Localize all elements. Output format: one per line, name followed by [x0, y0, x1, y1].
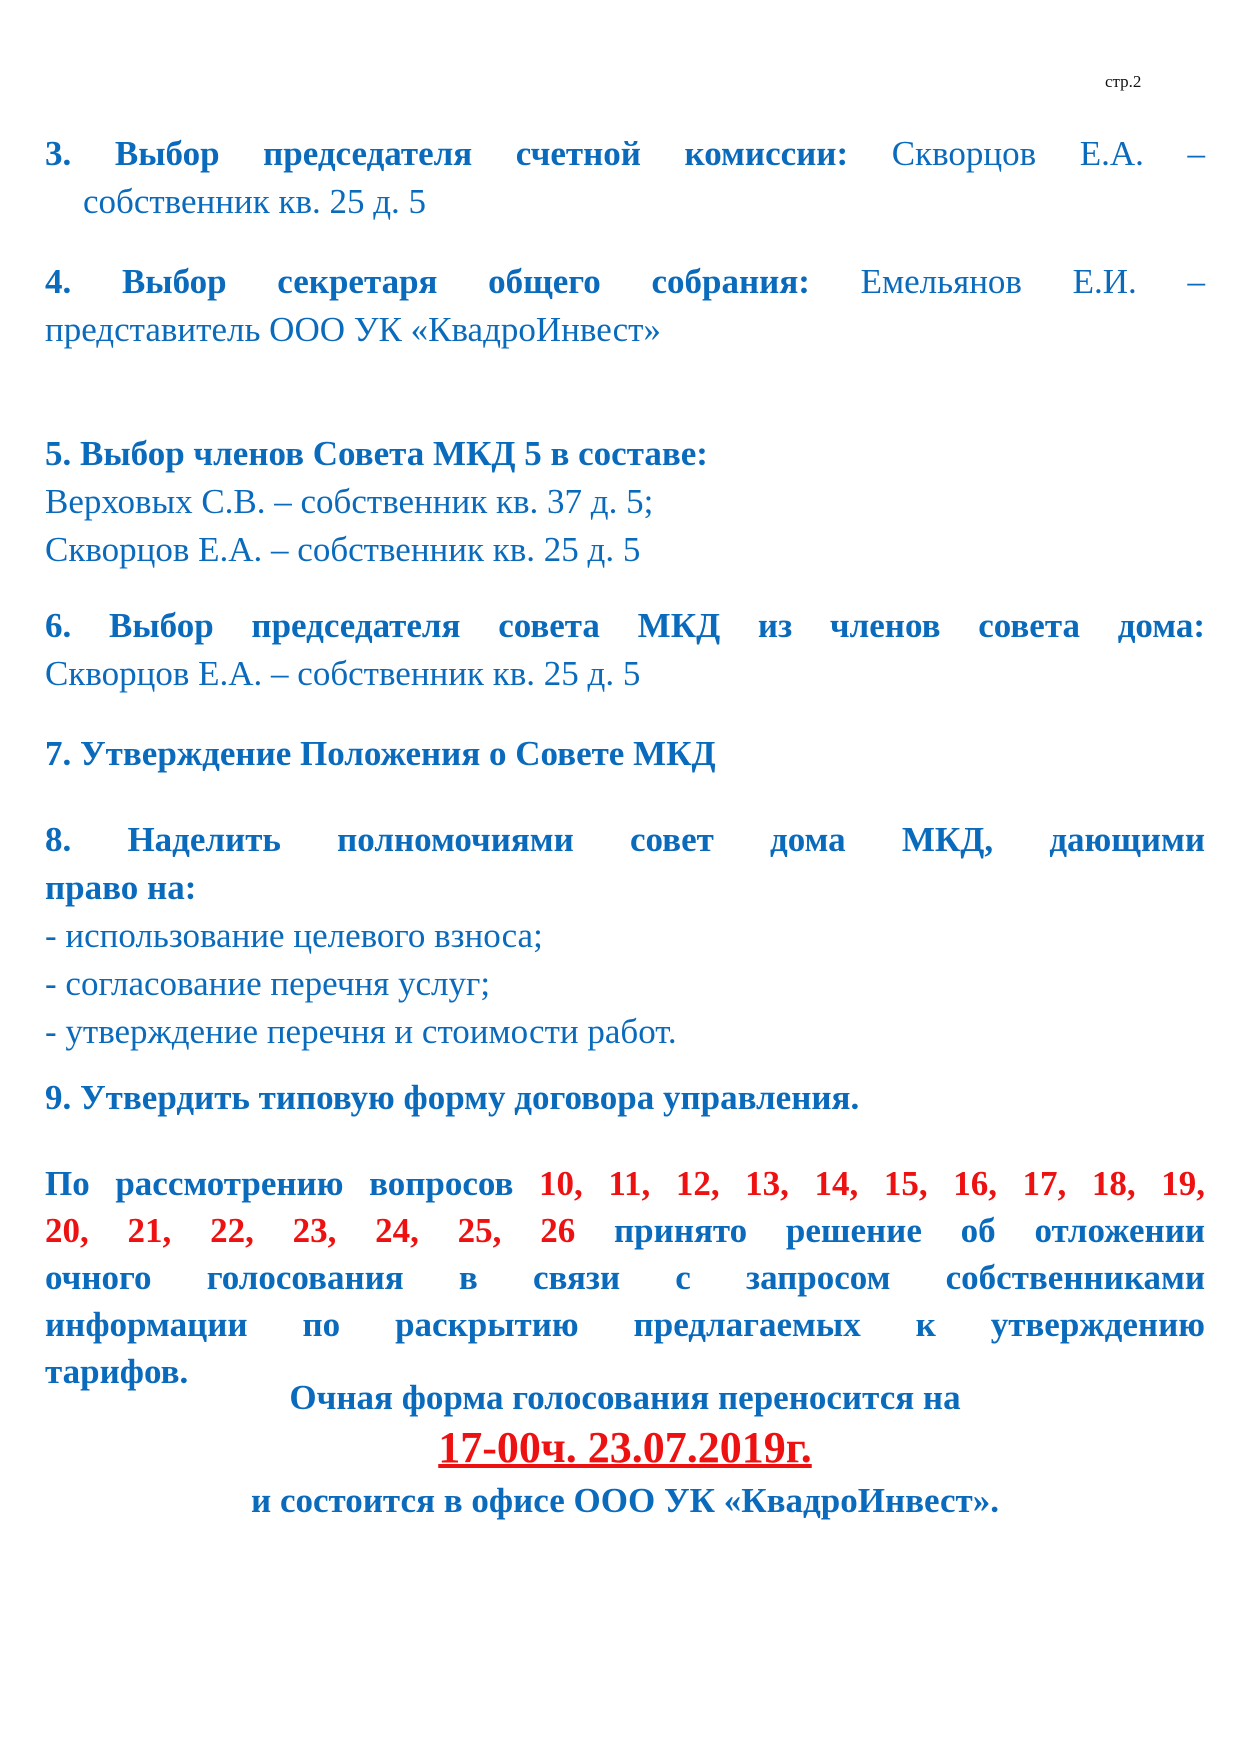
decision-text-2: принято решение об отложении	[614, 1211, 1206, 1250]
decision-line-4: информации по раскрытию предлагаемых к утверждению	[45, 1305, 1205, 1344]
notice-line-3: и состоится в офисе ООО УК «КвадроИнвест».	[251, 1481, 999, 1520]
page-number: стр.2	[1105, 72, 1142, 91]
item-4-title: 4. Выбор секретаря общего собрания:	[45, 262, 810, 301]
item-4	[45, 258, 1205, 354]
item-3-title: 3. Выбор председателя счетной комиссии:	[45, 134, 849, 173]
decision-numbers-1: 10, 11, 12, 13, 14, 15, 16, 17, 18, 19,	[539, 1164, 1206, 1203]
decision	[45, 1160, 1205, 1395]
item-3-line2: собственник кв. 25 д. 5	[83, 182, 427, 221]
item-9-title: 9. Утвердить типовую форму договора управления.	[45, 1078, 860, 1117]
item-6	[45, 602, 1205, 698]
item-3	[45, 130, 1205, 226]
item-9	[45, 1074, 1205, 1122]
item-8-title: 8. Наделить полномочиями совет дома МКД, дающими	[45, 820, 1205, 859]
item-6-title: 6. Выбор председателя совета МКД из членов совета дома:	[45, 606, 1205, 645]
decision-line-5: тарифов.	[45, 1352, 189, 1391]
item-8-bullet: - согласование перечня услуг;	[45, 964, 491, 1003]
item-4-line2: представитель ООО УК «КвадроИнвест»	[45, 310, 661, 349]
item-5	[45, 430, 1205, 574]
item-7-title: 7. Утверждение Положения о Совете МКД	[45, 734, 716, 773]
notice	[45, 1374, 1205, 1525]
decision-numbers-2: 20, 21, 22, 23, 24, 25, 26	[45, 1211, 576, 1250]
item-8-title2: право на:	[45, 868, 197, 907]
notice-date: 17-00ч. 23.07.2019г.	[438, 1423, 812, 1472]
decision-prefix: По рассмотрению вопросов	[45, 1164, 514, 1203]
item-7	[45, 730, 1205, 778]
item-5-member: Верховых С.В. – собственник кв. 37 д. 5;	[45, 482, 654, 521]
item-3-value: Скворцов Е.А. –	[891, 134, 1205, 173]
item-6-line2: Скворцов Е.А. – собственник кв. 25 д. 5	[45, 654, 641, 693]
item-4-value: Емельянов Е.И. –	[860, 262, 1205, 301]
item-5-member: Скворцов Е.А. – собственник кв. 25 д. 5	[45, 530, 641, 569]
notice-line-1: Очная форма голосования переносится на	[289, 1378, 961, 1417]
item-8-bullet: - утверждение перечня и стоимости работ.	[45, 1012, 677, 1051]
item-5-title: 5. Выбор членов Совета МКД 5 в составе:	[45, 434, 708, 473]
item-8	[45, 816, 1205, 1056]
decision-line-3: очного голосования в связи с запросом собственниками	[45, 1258, 1205, 1297]
item-8-bullet: - использование целевого взноса;	[45, 916, 543, 955]
